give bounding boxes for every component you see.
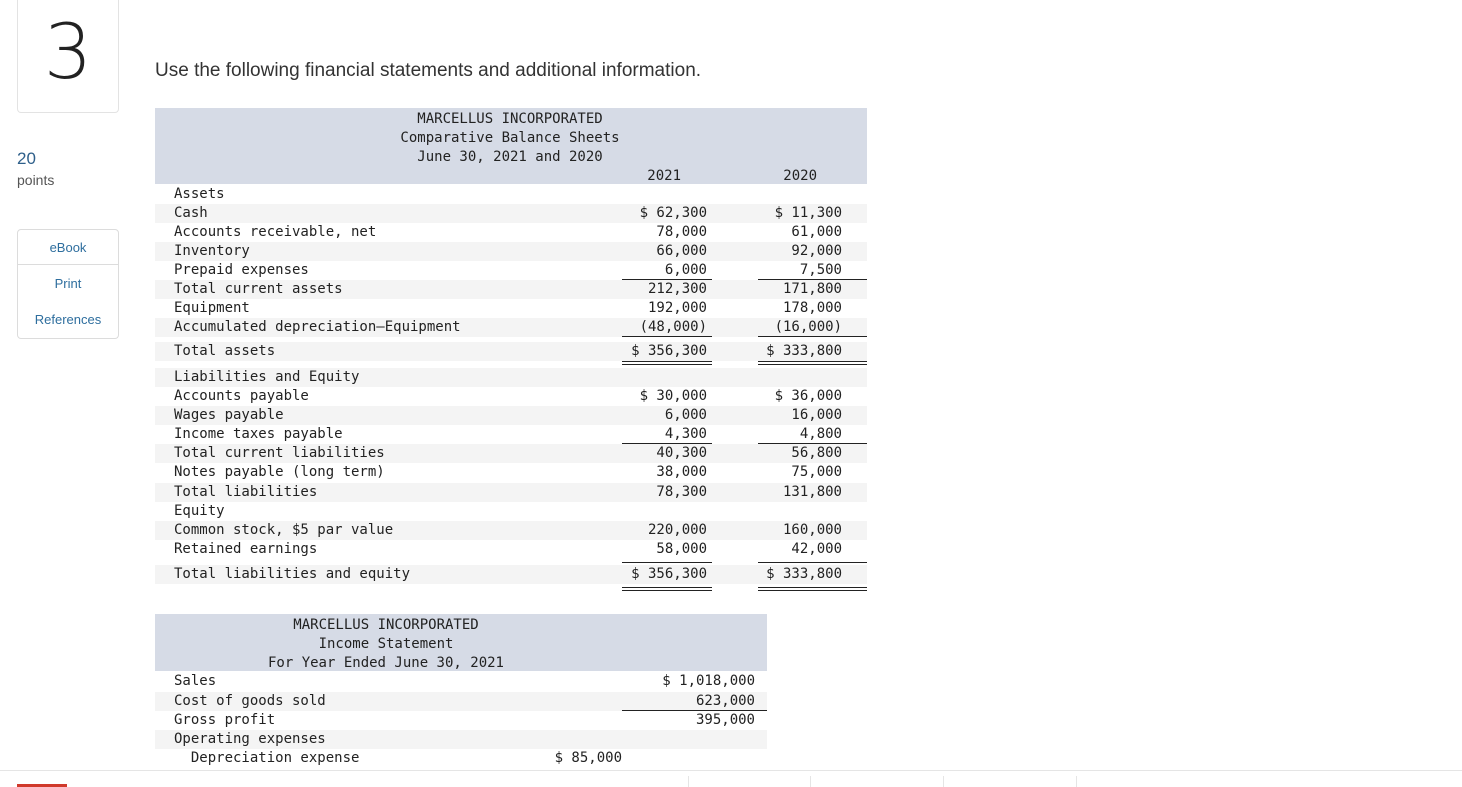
value-2020: $ 333,800	[766, 343, 842, 359]
year-2021-header: 2021	[647, 168, 681, 184]
bottom-tick	[943, 776, 944, 787]
balance-sheet-company: MARCELLUS INCORPORATED	[417, 111, 603, 127]
balance-sheet-title: Comparative Balance Sheets	[400, 130, 620, 146]
underline-rule	[758, 279, 867, 280]
row-label: Income taxes payable	[174, 426, 343, 442]
balance-sheet-row	[155, 223, 867, 242]
balance-sheet-row	[155, 318, 867, 337]
underline-rule	[622, 587, 712, 588]
balance-sheet-date: June 30, 2021 and 2020	[417, 149, 603, 165]
income-statement-row	[155, 711, 767, 730]
balance-sheet-row	[155, 463, 867, 482]
points-value: 20	[17, 149, 36, 168]
income-statement-row	[155, 692, 767, 711]
underline-rule	[758, 562, 867, 563]
value-2021: 192,000	[647, 300, 707, 316]
value-2021: 212,300	[647, 281, 707, 297]
row-label: Cost of goods sold	[174, 693, 326, 709]
value-2021: $ 356,300	[631, 343, 707, 359]
income-statement-title: Income Statement	[318, 636, 454, 652]
row-label: Retained earnings	[174, 541, 318, 557]
value-2021: 78,000	[656, 224, 707, 240]
row-label: Operating expenses	[174, 731, 326, 747]
bottom-tick	[1076, 776, 1077, 787]
bottom-tick	[688, 776, 689, 787]
value-2020: 92,000	[791, 243, 842, 259]
bottom-tick	[810, 776, 811, 787]
value-2021: 220,000	[647, 522, 707, 538]
bottom-divider	[0, 770, 1462, 771]
underline-rule	[758, 590, 867, 591]
row-label: Liabilities and Equity	[174, 369, 360, 385]
outer-amount: $ 1,018,000	[662, 673, 755, 689]
underline-rule	[622, 336, 712, 337]
row-label: Accounts receivable, net	[174, 224, 377, 240]
inner-amount: $ 85,000	[554, 750, 622, 766]
value-2021: 58,000	[656, 541, 707, 557]
row-label: Assets	[174, 186, 225, 202]
value-2020: 75,000	[791, 464, 842, 480]
underline-rule	[622, 443, 712, 444]
value-2020: 56,800	[791, 445, 842, 461]
value-2020: 171,800	[782, 281, 842, 297]
row-label: Accounts payable	[174, 388, 309, 404]
value-2020: (16,000)	[774, 319, 842, 335]
balance-sheet-row	[155, 342, 867, 361]
value-2020: $ 36,000	[774, 388, 842, 404]
balance-sheet-row	[155, 299, 867, 318]
balance-sheet-row	[155, 368, 867, 387]
value-2021: $ 62,300	[639, 205, 707, 221]
row-label: Total current liabilities	[174, 445, 385, 461]
income-statement-row	[155, 730, 767, 749]
value-2021: 78,300	[656, 484, 707, 500]
points-label: points	[17, 172, 55, 188]
value-2020: 131,800	[782, 484, 842, 500]
ebook-button[interactable]: eBook	[17, 229, 119, 265]
underline-rule	[622, 590, 712, 591]
underline-rule	[758, 336, 867, 337]
income-statement-row	[155, 672, 767, 691]
underline-rule	[758, 443, 867, 444]
balance-sheet-row	[155, 204, 867, 223]
value-2021: 40,300	[656, 445, 707, 461]
balance-sheet-header	[155, 108, 867, 184]
value-2021: $ 30,000	[639, 388, 707, 404]
row-label: Inventory	[174, 243, 250, 259]
outer-amount: 623,000	[695, 693, 755, 709]
balance-sheet-row	[155, 565, 867, 584]
value-2021: 4,300	[664, 426, 707, 442]
underline-rule	[758, 587, 867, 588]
question-number: 3	[43, 7, 93, 96]
balance-sheet-row	[155, 406, 867, 425]
question-number-box	[17, 0, 119, 113]
question-prompt: Use the following financial statements and additional information.	[155, 60, 702, 81]
income-statement-table	[155, 614, 767, 766]
balance-sheet-row	[155, 261, 867, 280]
value-2020: $ 333,800	[766, 566, 842, 582]
balance-sheet-row	[155, 521, 867, 540]
references-button[interactable]: References	[17, 301, 119, 339]
row-label: Sales	[174, 673, 217, 689]
year-2020-header: 2020	[783, 168, 817, 184]
income-statement-header	[155, 614, 767, 671]
balance-sheet-row	[155, 242, 867, 261]
value-2020: $ 11,300	[774, 205, 842, 221]
row-label: Prepaid expenses	[174, 262, 309, 278]
print-button[interactable]: Print	[17, 265, 119, 302]
income-statement-period: For Year Ended June 30, 2021	[267, 655, 504, 671]
row-label: Common stock, $5 par value	[174, 522, 394, 538]
row-label: Total assets	[174, 343, 276, 359]
value-2021: 6,000	[664, 262, 707, 278]
row-label: Wages payable	[174, 407, 284, 423]
underline-rule	[758, 361, 867, 362]
balance-sheet-row	[155, 444, 867, 463]
balance-sheet-row	[155, 425, 867, 444]
row-label: Equity	[174, 503, 225, 519]
row-label: Total current assets	[174, 281, 343, 297]
balance-sheet-row	[155, 483, 867, 502]
value-2021: 6,000	[664, 407, 707, 423]
underline-rule	[622, 279, 712, 280]
value-2020: 16,000	[791, 407, 842, 423]
row-label: Accumulated depreciation—Equipment	[174, 319, 461, 335]
value-2020: 42,000	[791, 541, 842, 557]
underline-rule	[758, 364, 867, 365]
value-2020: 178,000	[782, 300, 842, 316]
balance-sheet-row	[155, 387, 867, 406]
underline-rule	[622, 361, 712, 362]
value-2021: 38,000	[656, 464, 707, 480]
balance-sheet-table	[155, 108, 867, 582]
row-label: Total liabilities	[174, 484, 318, 500]
value-2021: 66,000	[656, 243, 707, 259]
row-label: Total liabilities and equity	[174, 566, 411, 582]
balance-sheet-row	[155, 280, 867, 299]
row-label: Equipment	[174, 300, 250, 316]
balance-sheet-row	[155, 502, 867, 521]
value-2020: 4,800	[799, 426, 842, 442]
value-2020: 7,500	[799, 262, 842, 278]
underline-rule	[622, 710, 767, 711]
income-statement-row	[155, 749, 767, 768]
row-label: Cash	[174, 205, 208, 221]
underline-rule	[622, 562, 712, 563]
income-statement-company: MARCELLUS INCORPORATED	[293, 617, 479, 633]
value-2021: (48,000)	[639, 319, 707, 335]
value-2020: 160,000	[782, 522, 842, 538]
balance-sheet-row	[155, 540, 867, 559]
row-label: Gross profit	[174, 712, 276, 728]
underline-rule	[622, 364, 712, 365]
row-label: Notes payable (long term)	[174, 464, 385, 480]
value-2021: $ 356,300	[631, 566, 707, 582]
row-label: Depreciation expense	[174, 750, 360, 766]
value-2020: 61,000	[791, 224, 842, 240]
outer-amount: 395,000	[695, 712, 755, 728]
balance-sheet-row	[155, 185, 867, 204]
